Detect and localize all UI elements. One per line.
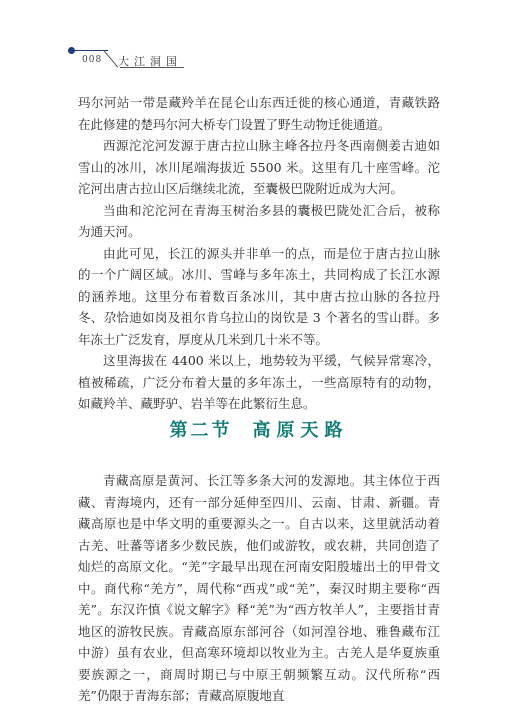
section-number: 第二节 (169, 420, 233, 441)
section-heading (78, 416, 440, 442)
paragraph: 这里海拔在 4400 米以上，地势较为平缓，气候异常寒冷，植被稀疏，广泛分布着大量的多年冻土，一些高原特有的动物，如藏羚羊、藏野驴、岩羊等在此繁衍生息。 (78, 353, 440, 411)
page-header (0, 0, 520, 80)
running-title: 大江洞国 (118, 55, 182, 68)
section-title: 高原天路 (252, 420, 349, 441)
body-text-bottom (78, 470, 440, 707)
body-text-top (78, 92, 440, 415)
paragraph: 西源沱沱河发源于唐古拉山脉主峰各拉丹冬西南侧姜古迪如雪山的冰川，冰川尾端海拔近 5500 米。这里有几十座雪峰。沱沱河出唐古拉山区后继续北流，至囊极巴陇附近成为大河。 (78, 138, 440, 196)
header-slant-ornament (103, 50, 118, 67)
paragraph: 青藏高原是黄河、长江等多条大河的发源地。其主体位于西藏、青海境内，还有一部分延伸至四川、云南、甘肃、新疆。青藏高原也是中华文明的重要源头之一。自古以来，这里就活动着古羌、吐蕃等诸多少数民族，他们或游牧，或农耕，共同创造了灿烂的高原文化。“羌”字最早出现在河南安阳殷墟出土的甲骨文中。商代称“羌方”，周代称“西戎”或“羌”，秦汉时期主要称“西羌”。东汉许慎《说文解字》释“羌”为“西方牧羊人”，主要指甘青地区的游牧民族。青藏高原东部河谷（如河湟谷地、雅鲁藏布江中游）虽有农业，但高寒环境却以牧业为主。古羌人是华夏族重要族源之一，商周时期已与中原王朝频繁互动。汉代所称“西羌”仍限于青海东部；青藏高原腹地直 (78, 473, 440, 703)
page-number: 008 (82, 55, 103, 65)
paragraph: 由此可见，长江的源头并非单一的点，而是位于唐古拉山脉的一个广阔区域。冰川、雪峰与多年冻土，共同构成了长江水源的涵养地。这里分布着数百条冰川，其中唐古拉山脉的各拉丹冬、尕恰迪如岗及祖尔肯乌拉山的岗钦是 3 个著名的雪山群。多年冻土广泛发育，厚度从几米到几十米不等。 (78, 245, 440, 347)
paragraph: 当曲和沱沱河在青海玉树治多县的囊极巴陇处汇合后，被称为通天河。 (78, 202, 440, 239)
paragraph: 玛尔河站一带是藏羚羊在昆仑山东西迁徙的核心通道，青藏铁路在此修建的楚玛尔河大桥专门设置了野生动物迁徙通道。 (78, 95, 440, 132)
